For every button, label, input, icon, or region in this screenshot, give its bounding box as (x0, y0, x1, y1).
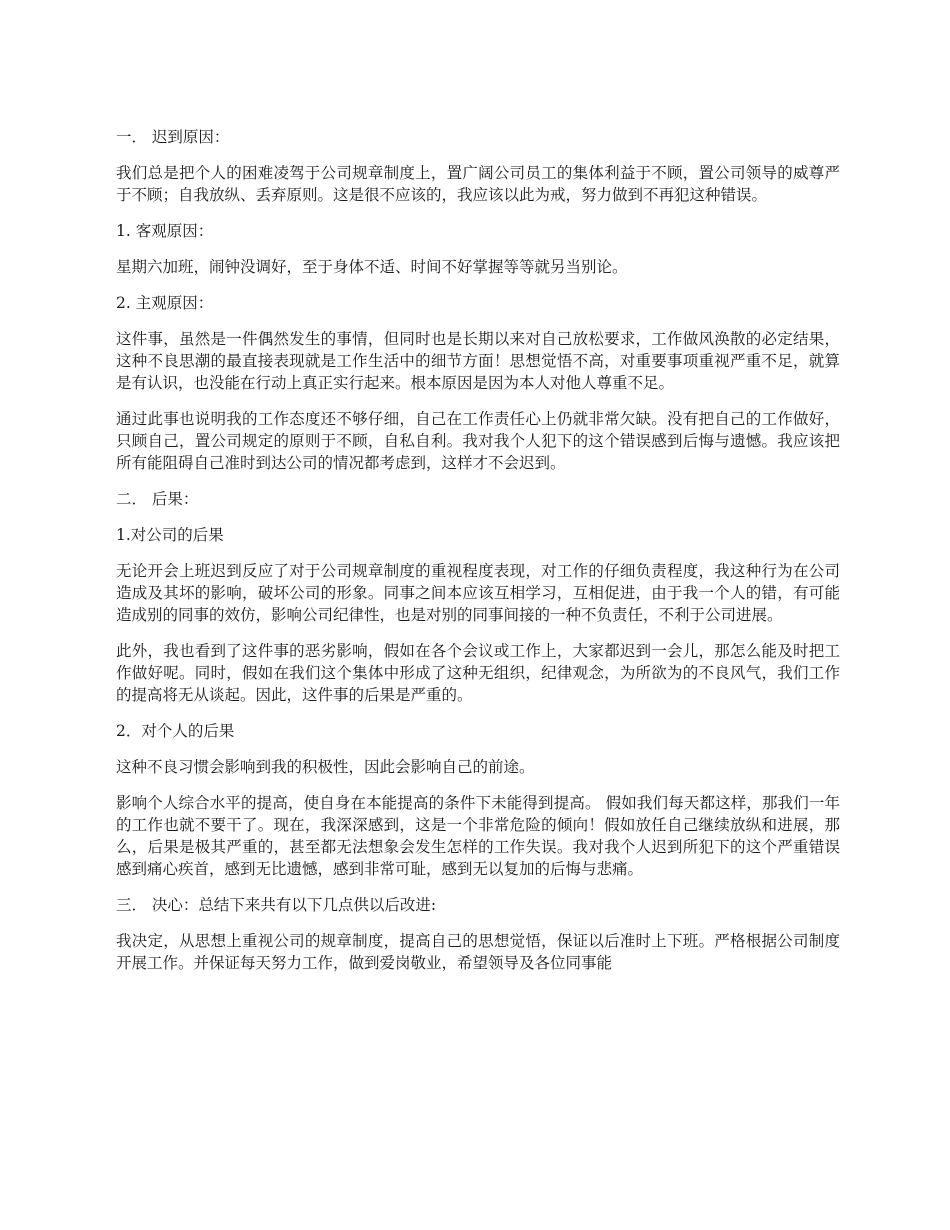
paragraph-resolution: 我决定，从思想上重视公司的规章制度，提高自己的思想觉悟，保证以后准时上下班。严格根据公司制度开展工作。并保证每天努力工作，做到爱岗敬业，希望领导及各位同事能 (116, 932, 840, 972)
subheading-company-consequences: 1.对公司的后果 (116, 526, 224, 544)
section-heading-resolution: 三． 决心：总结下来共有以下几点供以后改进: (116, 896, 437, 914)
subheading-subjective-reasons: 2. 主观原因： (116, 294, 214, 312)
document-page (116, 126, 840, 988)
section-heading-consequences: 二． 后果： (116, 490, 199, 508)
subheading-personal-consequences: 2．对个人的后果 (116, 722, 235, 740)
paragraph-objective: 星期六加班，闹钟没调好，至于身体不适、时间不好掌握等等就另当别论。 (116, 258, 628, 276)
paragraph-attitude: 通过此事也说明我的工作态度还不够仔细，自己在工作责任心上仍就非常欠缺。没有把自己的工作做好，只顾自己，置公司规定的原则于不顾，自私自利。我对我个人犯下的这个错误感到后悔与遗憾。我应该把所有能阻碍自己准时到达公司的情况都考虑到，这样才不会迟到。 (116, 410, 840, 472)
paragraph-collective-impact: 此外，我也看到了这件事的恶劣影响，假如在各个会议或工作上，大家都迟到一会儿，那怎么能及时把工作做好呢。同时，假如在我们这个集体中形成了这种无组织，纪律观念，为所欲为的不良风气，我们工作的提高将无从谈起。因此，这件事的后果是严重的。 (116, 642, 840, 704)
paragraph-intro: 我们总是把个人的困难凌驾于公司规章制度上，置广阔公司员工的集体利益于不顾，置公司领导的威尊严于不顾；自我放纵、丢弃原则。这是很不应该的，我应该以此为戒，努力做到不再犯这种错误。 (116, 164, 840, 204)
paragraph-personal-impact: 影响个人综合水平的提高，使自身在本能提高的条件下未能得到提高。 假如我们每天都这样，那我们一年的工作也就不要干了。现在，我深深感到，这是一个非常危险的倾向！假如放任自己继续放纵和进展，那么，后果是极其严重的，甚至都无法想象会发生怎样的工作失误。我对我个人迟到所犯下的这个严重错误感到痛心疾首，感到无比遗憾，感到非常可耻，感到无以复加的后悔与悲痛。 (116, 794, 840, 878)
subheading-objective-reasons: 1. 客观原因： (116, 222, 214, 240)
paragraph-personal-future: 这种不良习惯会影响到我的积极性，因此会影响自己的前途。 (116, 758, 535, 776)
paragraph-company-impact: 无论开会上班迟到反应了对于公司规章制度的重视程度表现，对工作的仔细负责程度，我这种行为在公司造成及其坏的影响，破坏公司的形象。同事之间本应该互相学习，互相促进，由于我一个人的错，有可能造成别的同事的效仿，影响公司纪律性，也是对别的同事间接的一种不负责任，不利于公司进展。 (116, 562, 840, 624)
paragraph-subjective: 这件事，虽然是一件偶然发生的事情，但同时也是长期以来对自己放松要求，工作做风涣散的必定结果，这种不良思潮的最直接表现就是工作生活中的细节方面！思想觉悟不高，对重要事项重视严重不足，就算是有认识，也没能在行动上真正实行起来。根本原因是因为本人对他人尊重不足。 (116, 330, 840, 392)
section-heading-lateness-reasons: 一． 迟到原因： (116, 128, 230, 146)
